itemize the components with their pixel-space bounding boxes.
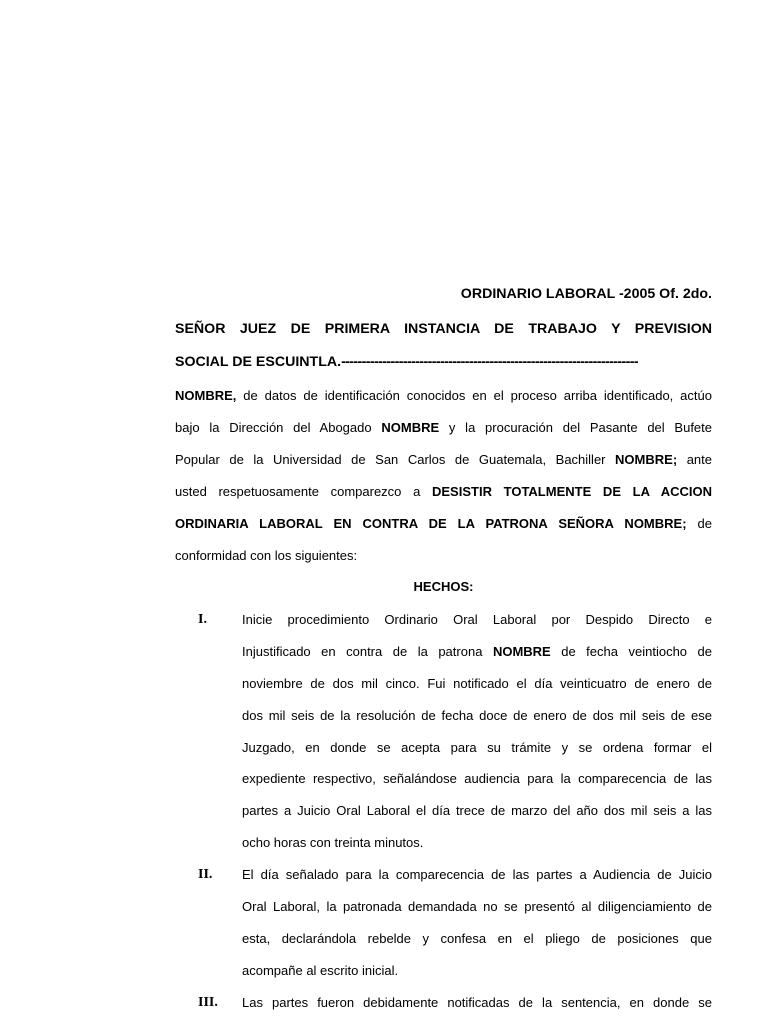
case-reference: ORDINARIO LABORAL -2005 Of. 2do. — [460, 286, 712, 302]
item-2-numeral: II. — [198, 867, 213, 882]
addressee-line-2 — [175, 353, 712, 371]
item-1-text-2b: de fecha veintiocho de — [550, 644, 712, 659]
intro-text-2a: bajo la Dirección del Abogado — [175, 420, 382, 435]
intro-line-2 — [175, 420, 712, 436]
intro-line-3 — [175, 452, 712, 468]
item-1-numeral: I. — [198, 612, 207, 627]
intro-line-1 — [175, 388, 712, 404]
item-2-line-1: El día señalado para la comparecencia de las partes a Audiencia de Juicio — [242, 867, 712, 882]
item-1-text-2a: Injustificado en contra de la patrona — [242, 644, 493, 659]
intro-text-5: de — [686, 516, 712, 531]
item-3-line-1: Las partes fueron debidamente notificadas de la sentencia, en donde se — [242, 995, 712, 1010]
item-1-line-1: Inicie procedimiento Ordinario Oral Laboral por Despido Directo e — [242, 612, 712, 627]
hechos-heading: HECHOS: — [413, 579, 474, 594]
intro-name-1: NOMBRE, — [175, 388, 237, 403]
item-1-line-5: Juzgado, en donde se acepta para su trámite y se ordena formar el — [242, 740, 712, 755]
intro-line-6: conformidad con los siguientes: — [175, 548, 358, 563]
item-1-line-3: noviembre de dos mil cinco. Fui notificado el día veinticuatro de enero de — [242, 676, 712, 691]
intro-name-3: NOMBRE; — [615, 452, 678, 467]
intro-text-3a: Popular de la Universidad de San Carlos de Guatemala, Bachiller — [175, 452, 616, 467]
item-1-line-7: partes a Juicio Oral Laboral el día trece de marzo del año dos mil seis a las — [242, 803, 712, 818]
intro-line-4 — [175, 484, 712, 500]
intro-line-5 — [175, 516, 712, 532]
item-2-line-3: esta, declarándola rebelde y confesa en el pliego de posiciones que — [242, 931, 712, 946]
addressee-dashes: ------------------------------------------------------------------------ — [341, 354, 639, 370]
intro-name-2: NOMBRE — [381, 420, 440, 435]
intro-text-3b: ante — [677, 452, 712, 467]
intro-bold-5: ORDINARIA LABORAL EN CONTRA DE LA PATRONA SEÑORA NOMBRE; — [175, 516, 687, 531]
intro-text-1: de datos de identificación conocidos en el proceso arriba identificado, actúo — [236, 388, 712, 403]
item-2-line-4: acompañe al escrito inicial. — [242, 963, 399, 978]
intro-text-2b: y la procuración del Pasante del Bufete — [439, 420, 713, 435]
document-page — [175, 0, 712, 1024]
intro-text-4: usted respetuosamente comparezco a — [175, 484, 432, 499]
item-1-line-2 — [242, 644, 712, 660]
item-1-name: NOMBRE — [492, 644, 551, 659]
item-3-numeral: III. — [198, 995, 218, 1010]
intro-bold-4: DESISTIR TOTALMENTE DE LA ACCION — [432, 484, 712, 499]
item-1-line-8: ocho horas con treinta minutos. — [242, 835, 424, 850]
addressee-court: SOCIAL DE ESCUINTLA. — [175, 354, 342, 370]
item-1-line-6: expediente respectivo, señalándose audiencia para la comparecencia de las — [242, 771, 712, 786]
addressee-line-1: SEÑOR JUEZ DE PRIMERA INSTANCIA DE TRABAJO Y PREVISION — [175, 321, 712, 337]
item-1-line-4: dos mil seis de la resolución de fecha doce de enero de dos mil seis de ese — [242, 708, 712, 723]
item-2-line-2: Oral Laboral, la patronada demandada no se presentó al diligenciamiento de — [242, 899, 712, 914]
